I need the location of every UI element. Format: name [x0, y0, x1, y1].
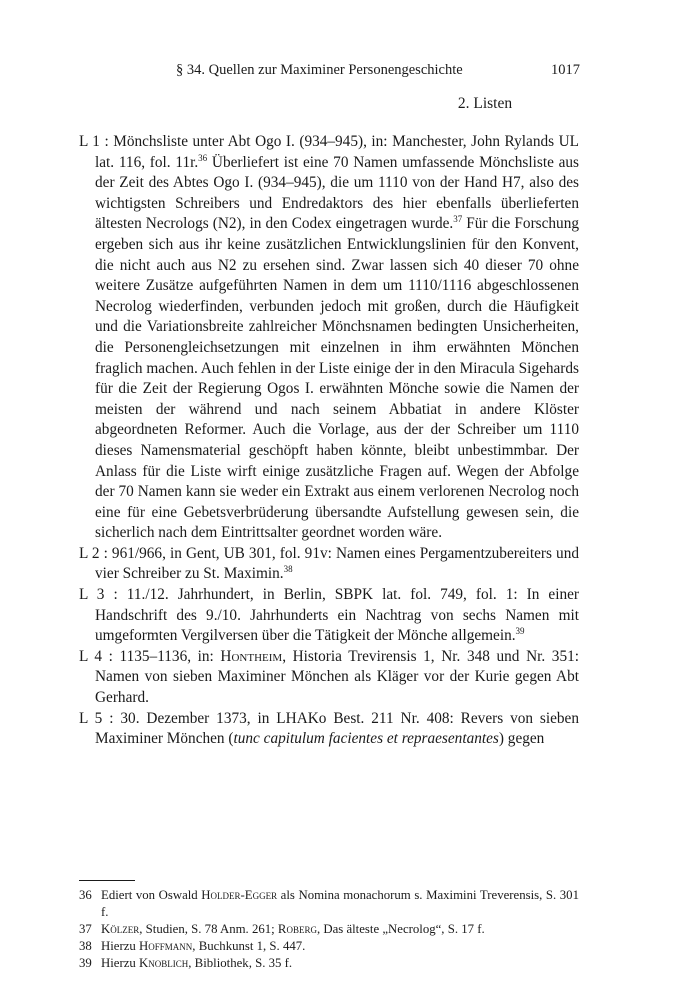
entry-text: 1135–1136, in:	[112, 647, 221, 665]
section-heading: 2. Listen	[457, 95, 513, 112]
footnote-39	[79, 955, 579, 972]
footnote-text: Ediert von Oswald	[101, 888, 202, 902]
page-number: 1017	[551, 62, 580, 78]
list-entries	[79, 132, 579, 750]
entry-label: L 4 :	[79, 647, 113, 665]
entry-text: 11./12. Jahrhundert, in Berlin, SBPK lat. fol. 749, fol. 1: In einer Handschrift des 9./10. Jahrhunderts ein Nachtrag von sechs Namen mit umgeformten Vergilversen über die Tätigkeit der Mönche allgemein.	[95, 586, 579, 645]
list-entry-l3	[79, 585, 579, 647]
footnote-number: 37	[79, 922, 92, 936]
footnote-text: Hierzu	[101, 956, 140, 970]
footnote-text: Hierzu	[101, 939, 140, 953]
footnote-text: als Nomina monachorum s. Maximini Treverensis, S. 301 f.	[101, 888, 579, 919]
author-name: Knoblich	[139, 956, 189, 970]
footnote-ref: 37	[453, 214, 463, 225]
entry-text: , Historia Trevirensis 1, Nr. 348 und Nr. 351: Namen von sieben Maximiner Mönchen als Kläger vor der Kurie gegen Abt Gerhard.	[95, 647, 579, 707]
author-name: Hontheim	[220, 647, 283, 665]
footnote-number: 38	[79, 939, 92, 953]
footnote-ref: 39	[515, 626, 525, 637]
footnote-37	[79, 921, 579, 938]
footnote-36	[79, 887, 579, 921]
entry-label: L 2 :	[79, 544, 108, 562]
entry-text: ) gegen	[498, 730, 545, 748]
footnote-number: 39	[79, 956, 92, 970]
entry-text: Für die Forschung ergeben sich aus ihr keine zusätzlichen Entwicklungslinien für den Konvent, die nicht auch aus N2 zu ersehen sind. Zwar lassen sich 40 dieser 70 ohne weitere Zusätze aufgeführten Namen in dem um 1110/1116 abgeschlossenen Necrolog wiederfinden, verbunden jedoch mit großen, durch die Häufigkeit und die Variationsbreite zahlreicher Mönchsnamen bedingten Unsicherheiten, die Personengleichsetzungen mit einzelnen in ihm erwähnten Mönchen fraglich machen. Auch fehlen in der Liste einige der in den Miracula Sigehards für die Zeit der Regierung Ogos I. erwähnten Mönche sowie die Namen der meisten der während und nach seinem Abbatiat in andere Klöster abgeordneten Reformer. Auch die Vorlage, aus der der Schreiber um 1110 dieses Namensmaterial geschöpft haben könnte, bleibt unbestimmbar. Der Anlass für die Liste wirft einige zusätzliche Fragen auf. Wegen der Abfolge der 70 Namen kann sie weder ein Extrakt aus einem verlorenen Necrolog noch eine für eine Gebetsverbrüderung übersandte Aufstellung gewesen sein, die sicherlich nach dem Eintrittsalter geordnet worden wäre.	[95, 215, 579, 542]
list-entry-l5	[79, 709, 579, 750]
footnote-rule	[79, 880, 135, 881]
footnote-ref: 38	[283, 564, 293, 575]
entry-label: L 5 :	[79, 709, 114, 727]
footnote-number: 36	[79, 888, 92, 902]
author-name: Holder-Egger	[201, 888, 278, 902]
footnote-text: , Bibliothek, S. 35 f.	[188, 956, 293, 970]
footnote-38	[79, 938, 579, 955]
list-entry-l1	[79, 132, 579, 544]
entry-text: Überliefert ist eine 70 Namen umfassende Mönchsliste aus der Zeit des Abtes Ogo I. (934–945), die um 1110 von der Hand H7, also des wichtigsten Schreibers und Endredaktors des hier ebenfalls überlieferten ältesten Necrologs (N2), in den Codex eingetragen wurde.	[95, 153, 579, 233]
entry-label: L 1 :	[79, 133, 109, 150]
latin-quote: tunc capitulum facientes et repraesentantes	[233, 730, 499, 748]
footnotes	[79, 887, 579, 972]
running-head-title: § 34. Quellen zur Maximiner Personengeschichte	[176, 62, 463, 78]
entry-text: 961/966, in Gent, UB 301, fol. 91v: Namen eines Pergamentzubereiters und vier Schreiber zu St. Maximin.	[95, 544, 579, 583]
author-name: Kölzer	[101, 922, 140, 936]
footnote-text: , Buchkunst 1, S. 447.	[192, 939, 306, 953]
entry-text: 30. Dezember 1373, in LHAKo Best. 211 Nr. 408: Revers von sieben Maximiner Mönchen (	[95, 709, 579, 748]
author-name: Hoffmann	[139, 939, 193, 953]
footnote-text: , Studien, S. 78 Anm. 261;	[139, 922, 278, 936]
footnote-text: , Das älteste „Necrolog“, S. 17 f.	[316, 922, 485, 936]
entry-label: L 3 :	[79, 586, 118, 604]
author-name: Roberg	[277, 922, 317, 936]
footnote-ref: 36	[198, 152, 208, 163]
entry-text: Mönchsliste unter Abt Ogo I. (934–945), in: Manchester, John Rylands UL lat. 116, fol. 11r.	[95, 133, 579, 171]
list-entry-l2	[79, 544, 579, 585]
list-entry-l4	[79, 647, 579, 709]
